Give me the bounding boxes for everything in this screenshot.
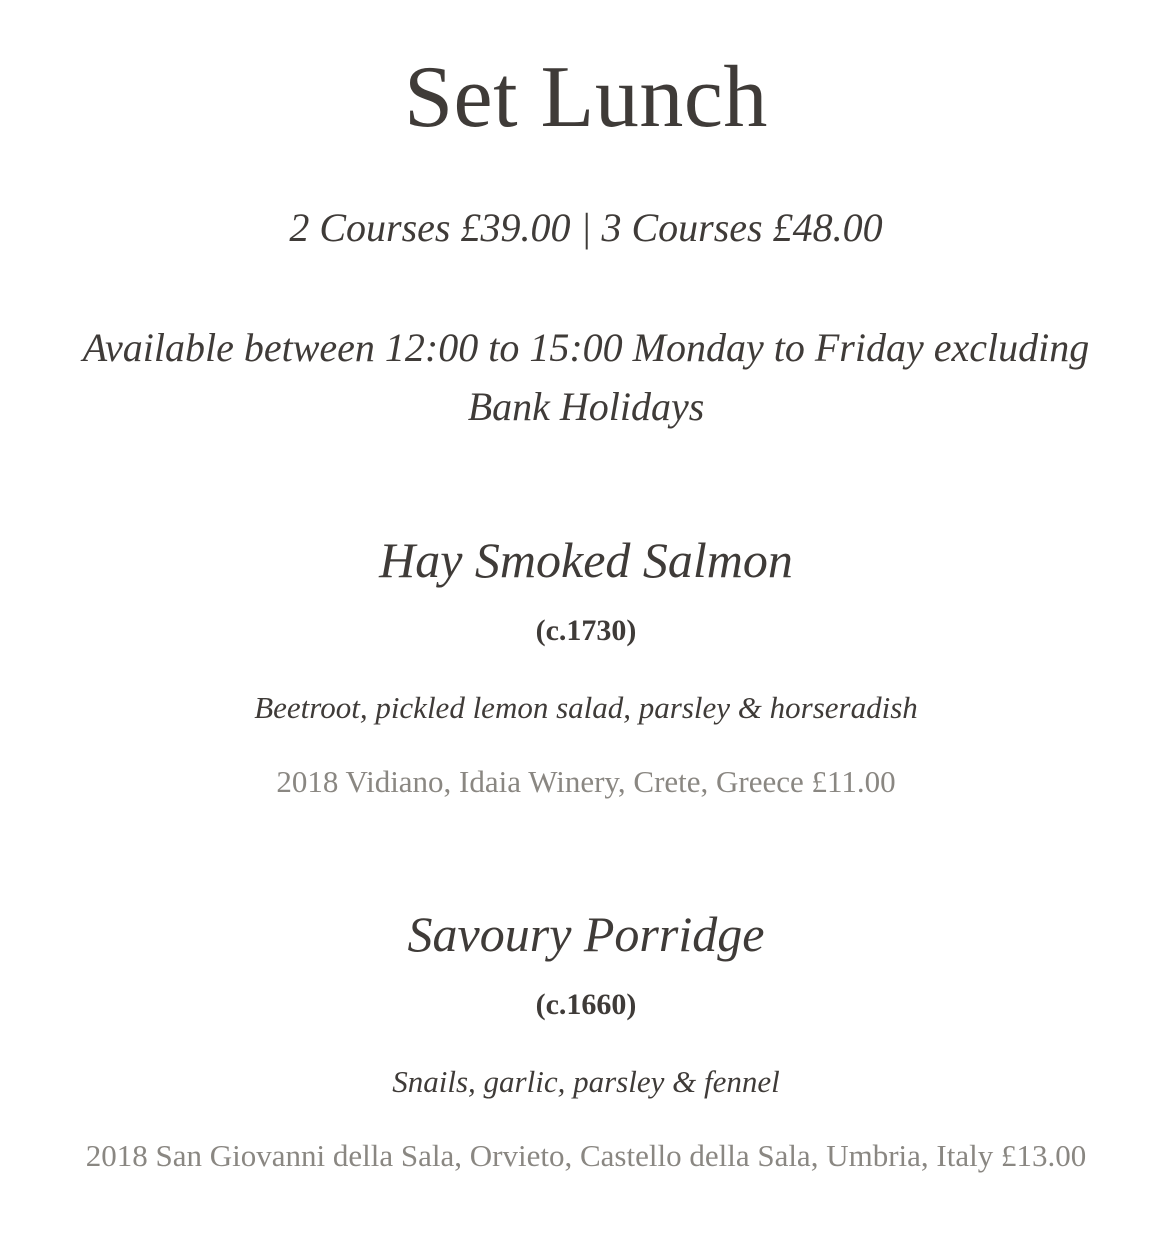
wine-pairing: 2018 Vidiano, Idaia Winery, Crete, Greece £11.00 (276, 764, 896, 799)
menu-title: Set Lunch (404, 49, 768, 146)
dish-date: (c.1730) (535, 614, 637, 647)
wine-pairing: 2018 San Giovanni della Sala, Orvieto, Castello della Sala, Umbria, Italy £13.00 (85, 1138, 1087, 1173)
course-prices: 2 Courses £39.00 | 3 Courses £48.00 (289, 205, 883, 250)
dish-date: (c.1660) (535, 988, 637, 1021)
dish-description: Snails, garlic, parsley & fennel (392, 1064, 780, 1099)
dish-name: Savoury Porridge (407, 906, 765, 962)
dish-name: Hay Smoked Salmon (379, 532, 793, 588)
availability-note: Available between 12:00 to 15:00 Monday to Friday excluding Bank Holidays (82, 325, 1090, 429)
dish-description: Beetroot, pickled lemon salad, parsley & horseradish (254, 690, 918, 725)
